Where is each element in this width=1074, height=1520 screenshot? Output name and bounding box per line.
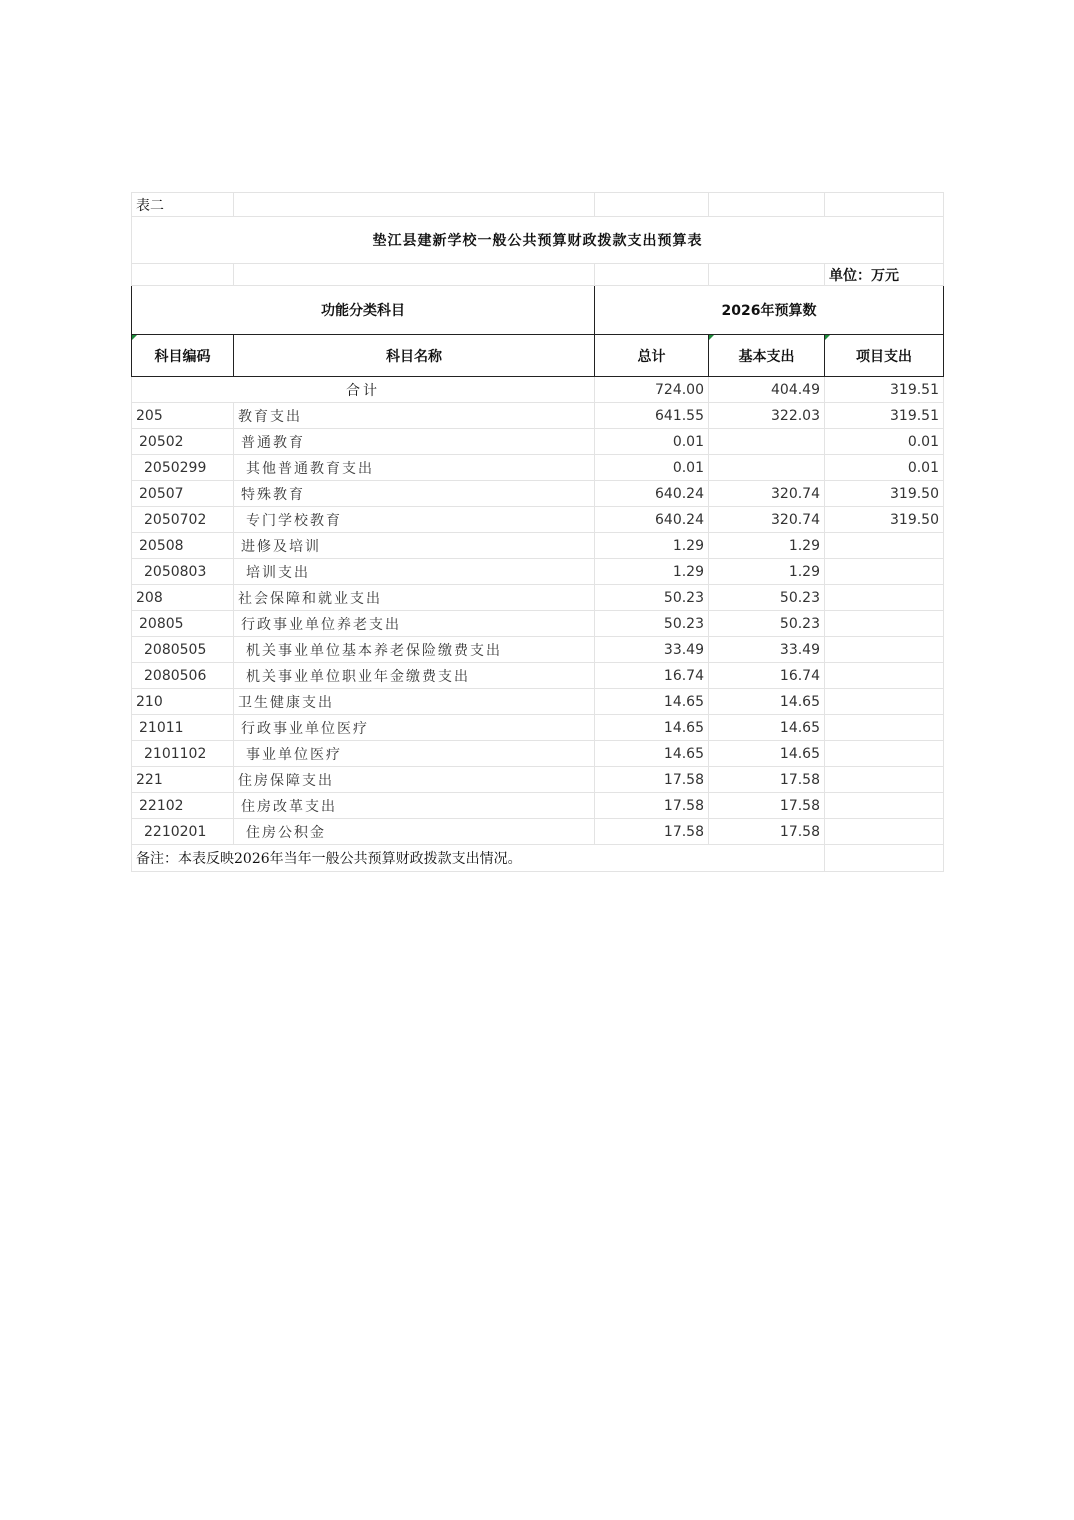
row-total: 17.58 [595,767,709,793]
table-row [132,455,944,481]
table-tag-row [132,193,944,217]
row-name: 机关事业单位职业年金缴费支出 [234,663,595,689]
row-name: 行政事业单位医疗 [234,715,595,741]
row-code: 2050803 [132,559,234,585]
row-basic: 14.65 [709,689,825,715]
unit-row [132,264,944,286]
row-code: 21011 [132,715,234,741]
row-basic: 50.23 [709,585,825,611]
row-code: 2080505 [132,637,234,663]
row-project [825,767,944,793]
table-row [132,715,944,741]
row-name: 住房改革支出 [234,793,595,819]
row-code: 20805 [132,611,234,637]
budget-year-header: 2026年预算数 [595,286,944,335]
page-title: 垫江县建新学校一般公共预算财政拨款支出预算表 [132,217,944,264]
row-name: 社会保障和就业支出 [234,585,595,611]
row-project [825,559,944,585]
table-row [132,585,944,611]
total-header: 总计 [595,335,709,377]
row-total: 16.74 [595,663,709,689]
summary-basic: 404.49 [709,377,825,403]
row-name: 特殊教育 [234,481,595,507]
row-project: 319.51 [825,403,944,429]
row-name: 培训支出 [234,559,595,585]
row-project [825,741,944,767]
header-row-2 [132,335,944,377]
row-total: 14.65 [595,689,709,715]
table-row [132,637,944,663]
row-code: 2080506 [132,663,234,689]
table-row [132,611,944,637]
row-code: 2210201 [132,819,234,845]
row-name: 专门学校教育 [234,507,595,533]
row-name: 事业单位医疗 [234,741,595,767]
table-row [132,507,944,533]
table-row [132,481,944,507]
row-basic: 322.03 [709,403,825,429]
summary-project: 319.51 [825,377,944,403]
title-row [132,217,944,264]
row-basic: 33.49 [709,637,825,663]
row-project [825,819,944,845]
row-project [825,689,944,715]
basic-header: 基本支出 [709,335,825,377]
row-total: 640.24 [595,481,709,507]
row-basic: 320.74 [709,507,825,533]
row-total: 1.29 [595,533,709,559]
row-basic: 16.74 [709,663,825,689]
row-name: 进修及培训 [234,533,595,559]
budget-table [131,192,944,872]
name-header: 科目名称 [234,335,595,377]
row-project: 0.01 [825,455,944,481]
row-code: 20502 [132,429,234,455]
summary-total: 724.00 [595,377,709,403]
row-total: 1.29 [595,559,709,585]
row-basic [709,455,825,481]
row-basic: 14.65 [709,741,825,767]
row-project [825,533,944,559]
row-project [825,663,944,689]
row-name: 普通教育 [234,429,595,455]
row-basic: 1.29 [709,533,825,559]
header-row-1 [132,286,944,335]
row-basic: 50.23 [709,611,825,637]
row-total: 17.58 [595,819,709,845]
row-name: 其他普通教育支出 [234,455,595,481]
row-basic [709,429,825,455]
row-basic: 1.29 [709,559,825,585]
row-total: 50.23 [595,585,709,611]
row-basic: 320.74 [709,481,825,507]
row-total: 14.65 [595,741,709,767]
row-project [825,637,944,663]
row-name: 机关事业单位基本养老保险缴费支出 [234,637,595,663]
row-basic: 17.58 [709,767,825,793]
table-row [132,767,944,793]
table-row [132,689,944,715]
summary-label: 合计 [132,377,595,403]
row-name: 卫生健康支出 [234,689,595,715]
row-code: 210 [132,689,234,715]
row-code: 20507 [132,481,234,507]
row-code: 20508 [132,533,234,559]
row-project [825,585,944,611]
row-project [825,793,944,819]
row-code: 2050299 [132,455,234,481]
row-total: 0.01 [595,455,709,481]
row-project: 0.01 [825,429,944,455]
table-row [132,741,944,767]
row-code: 22102 [132,793,234,819]
row-project: 319.50 [825,507,944,533]
row-basic: 17.58 [709,819,825,845]
table-row [132,533,944,559]
row-name: 行政事业单位养老支出 [234,611,595,637]
table-body [132,193,944,872]
note-row [132,845,944,872]
row-project: 319.50 [825,481,944,507]
row-code: 2050702 [132,507,234,533]
code-header: 科目编码 [132,335,234,377]
row-project [825,611,944,637]
footnote: 备注：本表反映2026年当年一般公共预算财政拨款支出情况。 [132,845,825,872]
row-total: 641.55 [595,403,709,429]
function-category-header: 功能分类科目 [132,286,595,335]
row-name: 住房保障支出 [234,767,595,793]
row-total: 640.24 [595,507,709,533]
table-row [132,793,944,819]
row-basic: 14.65 [709,715,825,741]
unit-label: 单位：万元 [825,264,944,286]
table-row [132,663,944,689]
row-total: 0.01 [595,429,709,455]
row-basic: 17.58 [709,793,825,819]
row-total: 50.23 [595,611,709,637]
row-name: 住房公积金 [234,819,595,845]
row-total: 33.49 [595,637,709,663]
row-code: 2101102 [132,741,234,767]
table-row [132,429,944,455]
row-total: 14.65 [595,715,709,741]
row-total: 17.58 [595,793,709,819]
row-name: 教育支出 [234,403,595,429]
row-project [825,715,944,741]
row-code: 208 [132,585,234,611]
row-code: 221 [132,767,234,793]
table-row [132,403,944,429]
table-row [132,819,944,845]
row-code: 205 [132,403,234,429]
table-row [132,559,944,585]
project-header: 项目支出 [825,335,944,377]
table-tag: 表二 [132,193,234,217]
summary-row [132,377,944,403]
